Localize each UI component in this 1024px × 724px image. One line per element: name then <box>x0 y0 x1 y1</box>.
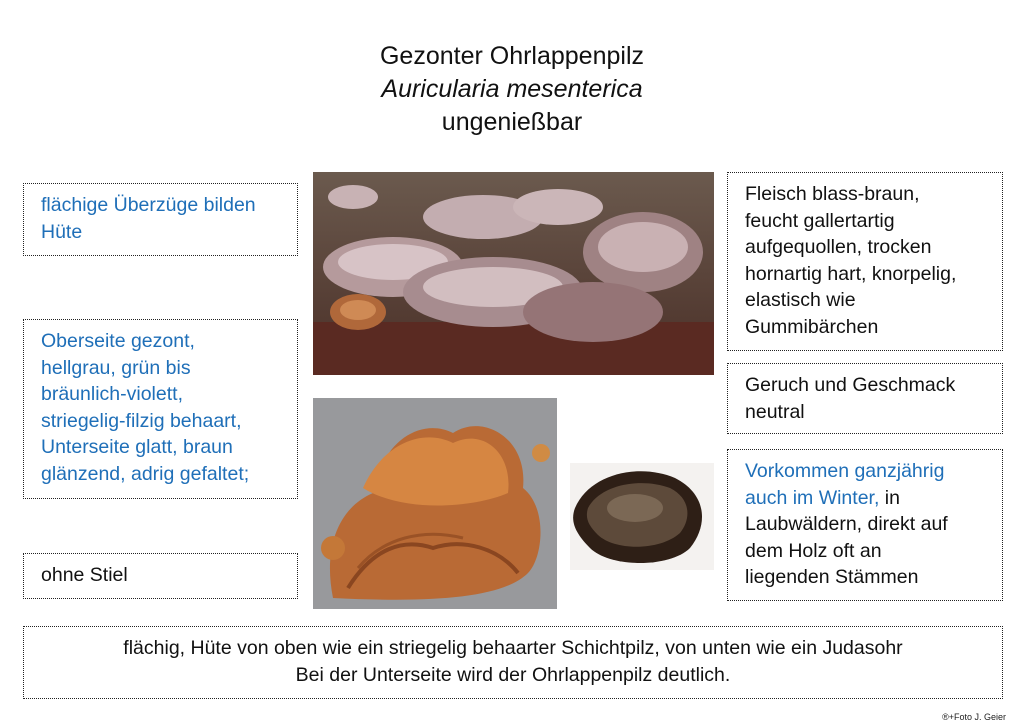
feature-text-stem: ohne Stiel <box>41 564 128 586</box>
feature-box-surface <box>23 183 298 256</box>
photo-single-cap <box>570 463 714 570</box>
habitat-line: Laubwäldern, direkt auf <box>745 513 948 535</box>
cap-line: Oberseite gezont, <box>41 330 195 352</box>
cap-line: striegelig-filzig behaart, <box>41 409 242 432</box>
title-edibility: ungenießbar <box>441 108 583 136</box>
photo-underside-view <box>313 398 557 609</box>
feature-box-flesh <box>727 172 1003 351</box>
feature-box-stem <box>23 553 298 599</box>
title-common-name: Gezonter Ohrlappenpilz <box>379 42 645 70</box>
flesh-line: Fleisch blass-braun, <box>745 183 920 205</box>
habitat-in-text: in <box>879 486 900 509</box>
feature-text-surface: flächige Überzüge bilden Hüte <box>41 194 256 243</box>
habitat-line: dem Holz oft an <box>745 539 882 562</box>
cap-line: Unterseite glatt, braun <box>41 436 233 458</box>
summary-line-1: flächig, Hüte von oben wie ein striegelig behaarter Schichtpilz, von unten wie ein Judasohr <box>123 637 903 659</box>
smell-line: neutral <box>745 400 805 423</box>
flesh-line: Gummibärchen <box>745 315 879 338</box>
title-latin-name: Auricularia mesenterica <box>381 75 643 103</box>
cap-line: bräunlich-violett, <box>41 383 183 405</box>
flesh-line: aufgequollen, trocken <box>745 236 932 258</box>
cap-line: hellgrau, grün bis <box>41 356 191 379</box>
habitat-line-blue: Vorkommen ganzjährig <box>745 460 945 482</box>
summary-line-2: Bei der Unterseite wird der Ohrlappenpilz deutlich. <box>295 663 731 686</box>
summary-box <box>23 626 1003 699</box>
habitat-line-mixed <box>745 485 988 512</box>
photo-top-view <box>313 172 714 375</box>
flesh-line: hornartig hart, knorpelig, <box>745 262 957 285</box>
habitat-line: liegenden Stämmen <box>745 566 919 588</box>
photo-credit: ®+Foto J. Geier <box>942 712 1006 722</box>
smell-line: Geruch und Geschmack <box>745 374 956 396</box>
feature-box-cap <box>23 319 298 499</box>
habitat-winter-text: auch im Winter, <box>745 486 880 509</box>
flesh-line: elastisch wie <box>745 289 856 311</box>
flesh-line: feucht gallertartig <box>745 209 895 232</box>
cap-line: glänzend, adrig gefaltet; <box>41 462 250 485</box>
feature-box-smell <box>727 363 1003 434</box>
feature-box-habitat <box>727 449 1003 601</box>
